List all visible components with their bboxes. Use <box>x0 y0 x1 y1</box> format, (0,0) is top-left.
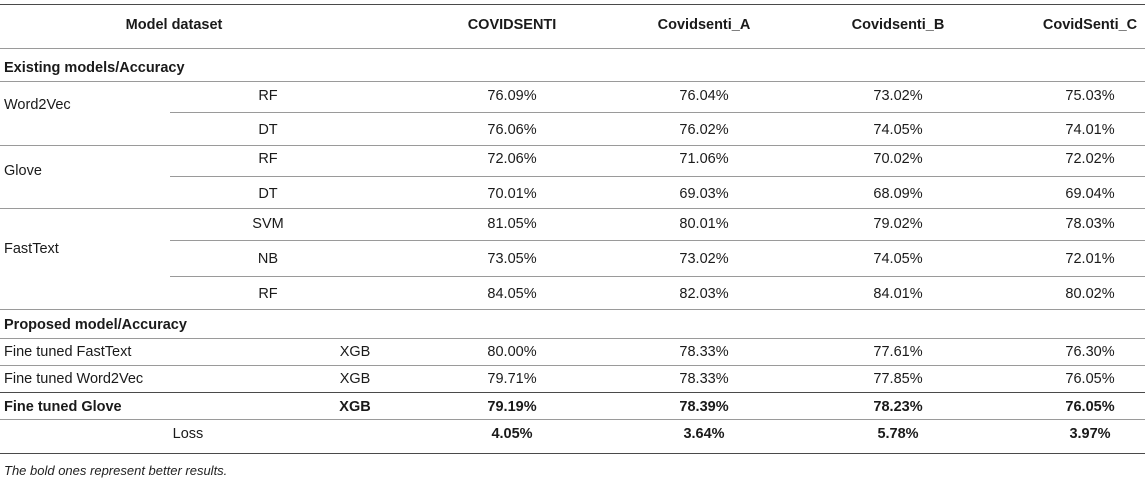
header-model-dataset: Model dataset <box>125 17 223 33</box>
value-cell: 74.05% <box>873 251 923 267</box>
value-cell: 76.02% <box>679 122 729 138</box>
value-cell: 79.19% <box>487 399 537 415</box>
value-cell: 79.02% <box>873 216 923 232</box>
value-cell: 84.01% <box>873 286 923 302</box>
section-proposed-label: Proposed model/Accuracy <box>4 317 187 333</box>
loss-value: 3.64% <box>683 426 725 442</box>
model-name: Fine tuned Word2Vec <box>4 371 144 387</box>
classifier: SVM <box>252 216 284 232</box>
value-cell: 72.06% <box>487 151 537 167</box>
value-cell: 81.05% <box>487 216 537 232</box>
classifier: DT <box>258 122 278 138</box>
value-cell: 70.01% <box>487 186 537 202</box>
value-cell: 68.09% <box>873 186 923 202</box>
header-covidsenti-a: Covidsenti_A <box>657 17 751 33</box>
value-cell: 76.04% <box>679 88 729 104</box>
value-cell: 69.03% <box>679 186 729 202</box>
table-top-rule <box>0 4 1145 5</box>
section-existing-label: Existing models/Accuracy <box>4 60 185 76</box>
loss-value: 4.05% <box>491 426 533 442</box>
value-cell: 78.39% <box>679 399 729 415</box>
value-cell: 80.02% <box>1065 286 1115 302</box>
rule <box>0 419 1145 420</box>
rule <box>170 112 1145 113</box>
header-covidsenti-b: Covidsenti_B <box>851 17 945 33</box>
loss-value: 3.97% <box>1069 426 1111 442</box>
value-cell: 72.02% <box>1065 151 1115 167</box>
value-cell: 76.09% <box>487 88 537 104</box>
value-cell: 74.01% <box>1065 122 1115 138</box>
value-cell: 78.33% <box>679 344 729 360</box>
value-cell: 77.85% <box>873 371 923 387</box>
rule <box>0 208 1145 209</box>
rule <box>170 176 1145 177</box>
value-cell: 80.00% <box>487 344 537 360</box>
rule <box>170 276 1145 277</box>
rule <box>0 81 1145 82</box>
value-cell: 70.02% <box>873 151 923 167</box>
classifier: XGB <box>339 399 371 415</box>
value-cell: 76.30% <box>1065 344 1115 360</box>
value-cell: 78.03% <box>1065 216 1115 232</box>
value-cell: 82.03% <box>679 286 729 302</box>
value-cell: 72.01% <box>1065 251 1115 267</box>
value-cell: 73.02% <box>679 251 729 267</box>
model-name: Fine tuned FastText <box>4 344 132 360</box>
value-cell: 76.05% <box>1065 399 1115 415</box>
header-rule <box>0 48 1145 49</box>
rule <box>0 145 1145 146</box>
rule <box>170 240 1145 241</box>
group-name-word2vec: Word2Vec <box>4 97 71 113</box>
value-cell: 69.04% <box>1065 186 1115 202</box>
loss-value: 5.78% <box>877 426 919 442</box>
rule <box>0 392 1145 393</box>
table-footnote: The bold ones represent better results. <box>4 463 228 478</box>
classifier: NB <box>257 251 279 267</box>
value-cell: 75.03% <box>1065 88 1115 104</box>
value-cell: 80.01% <box>679 216 729 232</box>
classifier: DT <box>258 186 278 202</box>
value-cell: 78.23% <box>873 399 923 415</box>
classifier: XGB <box>339 371 371 387</box>
value-cell: 84.05% <box>487 286 537 302</box>
header-covidsenti: COVIDSENTI <box>467 17 557 33</box>
classifier: RF <box>258 151 278 167</box>
table-bottom-rule <box>0 453 1145 454</box>
value-cell: 79.71% <box>487 371 537 387</box>
value-cell: 77.61% <box>873 344 923 360</box>
rule <box>0 365 1145 366</box>
value-cell: 76.06% <box>487 122 537 138</box>
group-name-glove: Glove <box>4 163 42 179</box>
value-cell: 71.06% <box>679 151 729 167</box>
model-name: Fine tuned Glove <box>4 399 122 415</box>
classifier: XGB <box>339 344 371 360</box>
classifier: RF <box>258 88 278 104</box>
value-cell: 73.05% <box>487 251 537 267</box>
value-cell: 74.05% <box>873 122 923 138</box>
value-cell: 73.02% <box>873 88 923 104</box>
header-covidsenti-c: CovidSenti_C <box>1042 17 1138 33</box>
value-cell: 78.33% <box>679 371 729 387</box>
rule <box>0 338 1145 339</box>
classifier: RF <box>258 286 278 302</box>
rule <box>0 309 1145 310</box>
loss-label: Loss <box>172 426 204 442</box>
group-name-fasttext: FastText <box>4 241 59 257</box>
value-cell: 76.05% <box>1065 371 1115 387</box>
